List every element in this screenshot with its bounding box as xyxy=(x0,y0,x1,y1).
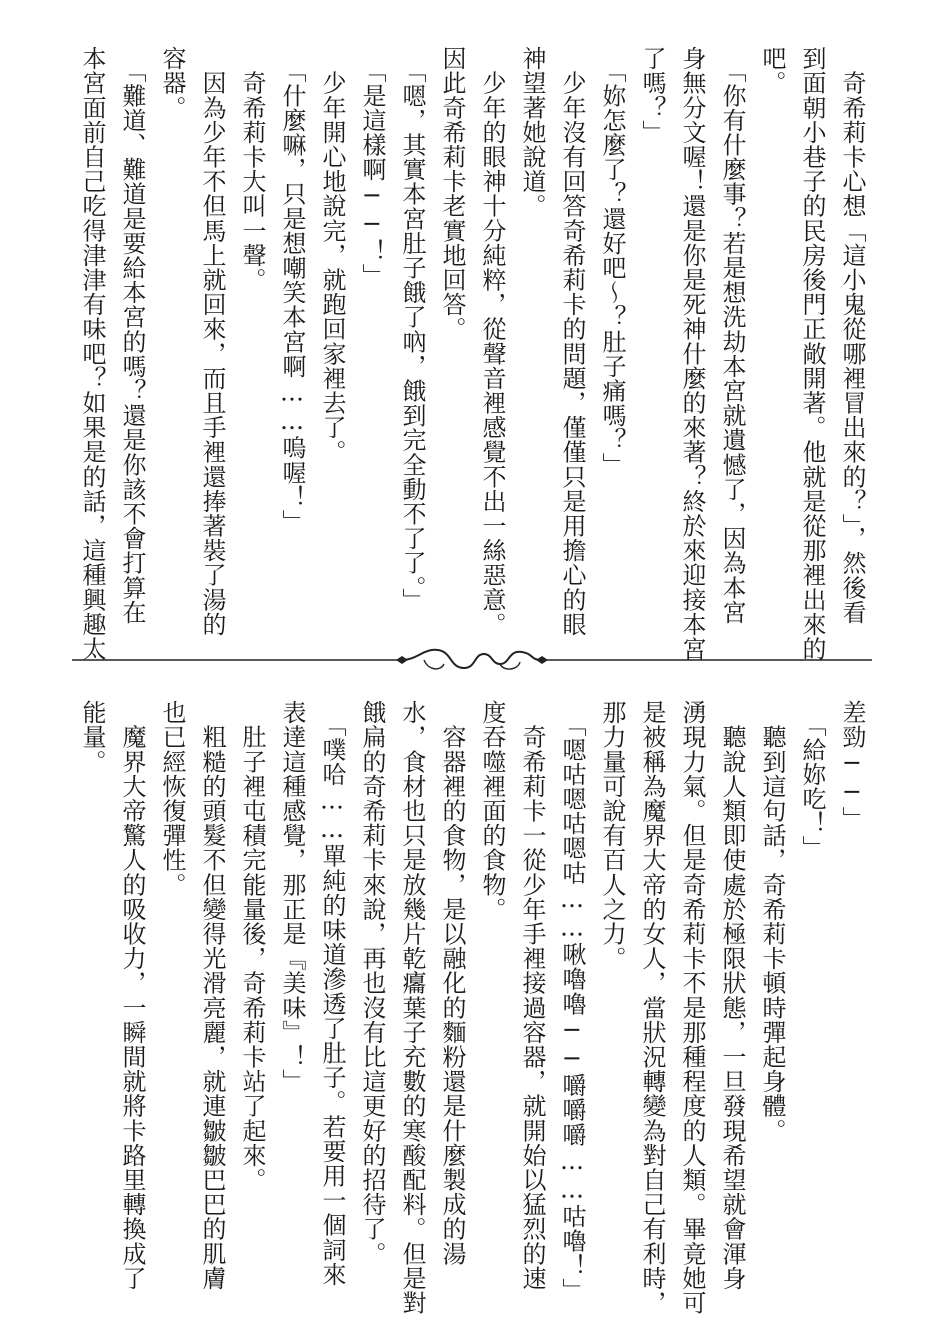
paragraph-line: 身無分文喔！還是你是死神什麼的來著？終於來迎接本宮 xyxy=(678,46,706,661)
paragraph-line: 也已經恢復彈性。 xyxy=(158,700,186,897)
paragraph-line: 能量。 xyxy=(78,700,106,774)
paragraph-line: 「什麼嘛，只是想嘲笑本宮啊……嗚喔！」 xyxy=(278,46,306,534)
paragraph-line: 湧現力氣。但是奇希莉卡不是那種程度的人類。畢竟她可 xyxy=(678,700,706,1315)
paragraph-line: 容器裡的食物，是以融化的麵粉還是什麼製成的湯 xyxy=(438,700,466,1266)
paragraph-line: 魔界大帝驚人的吸收力，一瞬間就將卡路里轉換成了 xyxy=(118,700,146,1291)
paragraph-line: 「妳怎麼了？還好吧～？肚子痛嗎？」 xyxy=(598,46,626,477)
paragraph-line: 「嗯咕嗯咕嗯咕……啾嚕嚕──嚼嚼嚼……咕嚕！」 xyxy=(558,700,586,1303)
paragraph-line: 少年開心地說完，就跑回家裡去了。 xyxy=(318,46,346,465)
paragraph-line: 「你有什麼事？若是想洗劫本宮就遺憾了，因為本宮 xyxy=(718,46,746,625)
text-section-top xyxy=(72,46,872,661)
paragraph-line: 「難道、難道是要給本宮的嗎？還是你該不會打算在 xyxy=(118,46,146,625)
divider-diamond-right xyxy=(536,656,548,664)
paragraph-line: 「是這樣啊──！」 xyxy=(358,46,386,288)
text-section-bottom xyxy=(72,700,872,1315)
paragraph-line: 少年的眼神十分純粹，從聲音裡感覺不出一絲惡意。 xyxy=(478,46,506,637)
paragraph-line: 粗糙的頭髮不但變得光滑亮麗，就連皺皺巴巴的肌膚 xyxy=(198,700,226,1291)
paragraph-line: 聽到這句話，奇希莉卡頓時彈起身體。 xyxy=(758,700,786,1143)
paragraph-line: 餓扁的奇希莉卡來說，再也沒有比這更好的招待了。 xyxy=(358,700,386,1266)
paragraph-line: 奇希莉卡一從少年手裡接過容器，就開始以猛烈的速 xyxy=(518,700,546,1291)
paragraph-line: 「嗯，其實本宮肚子餓了吶，餓到完全動不了了。」 xyxy=(398,46,426,613)
paragraph-line: 神望著她說道。 xyxy=(518,46,546,219)
paragraph-line: 奇希莉卡大叫一聲。 xyxy=(238,46,266,292)
divider-diamond-left xyxy=(396,656,408,664)
paragraph-line: 差勁──」 xyxy=(838,700,866,831)
paragraph-line: 容器。 xyxy=(158,46,186,120)
paragraph-line: 本宮面前自己吃得津津有味吧？如果是的話，這種興趣太 xyxy=(78,46,106,661)
paragraph-line: 因此奇希莉卡老實地回答。 xyxy=(438,46,466,342)
paragraph-line: 水，食材也只是放幾片乾癟葉子充數的寒酸配料。但是對 xyxy=(398,700,426,1315)
paragraph-line: 少年沒有回答奇希莉卡的問題，僅僅只是用擔心的眼 xyxy=(558,46,586,637)
divider-swirl-left xyxy=(424,660,444,669)
paragraph-line: 度吞噬裡面的食物。 xyxy=(478,700,506,922)
paragraph-line: 是被稱為魔界大帝的女人，當狀況轉變為對自己有利時， xyxy=(638,700,666,1315)
paragraph-line: 到面朝小巷子的民房後門正敞開著。他就是從那裡出來的 xyxy=(798,46,826,661)
ornamental-divider xyxy=(72,640,872,680)
paragraph-line: 聽說人類即使處於極限狀態，一旦發現希望就會渾身 xyxy=(718,700,746,1291)
divider-flourish-icon xyxy=(402,650,542,668)
paragraph-line: 奇希莉卡心想「這小鬼從哪裡冒出來的？」，然後看 xyxy=(838,46,866,625)
paragraph-line: 了嗎？」 xyxy=(638,46,666,145)
paragraph-line: 表達這種感覺，那正是『美味』！」 xyxy=(278,700,306,1094)
paragraph-line: 肚子裡屯積完能量後，奇希莉卡站了起來。 xyxy=(238,700,266,1192)
paragraph-line: 「噗哈……單純的味道滲透了肚子。若要用一個詞來 xyxy=(318,700,346,1287)
paragraph-line: 那力量可說有百人之力。 xyxy=(598,700,626,971)
paragraph-line: 吧。 xyxy=(758,46,786,96)
paragraph-line: 因為少年不但馬上就回來，而且手裡還捧著裝了湯的 xyxy=(198,46,226,637)
paragraph-line: 「給妳吃！」 xyxy=(798,700,826,861)
